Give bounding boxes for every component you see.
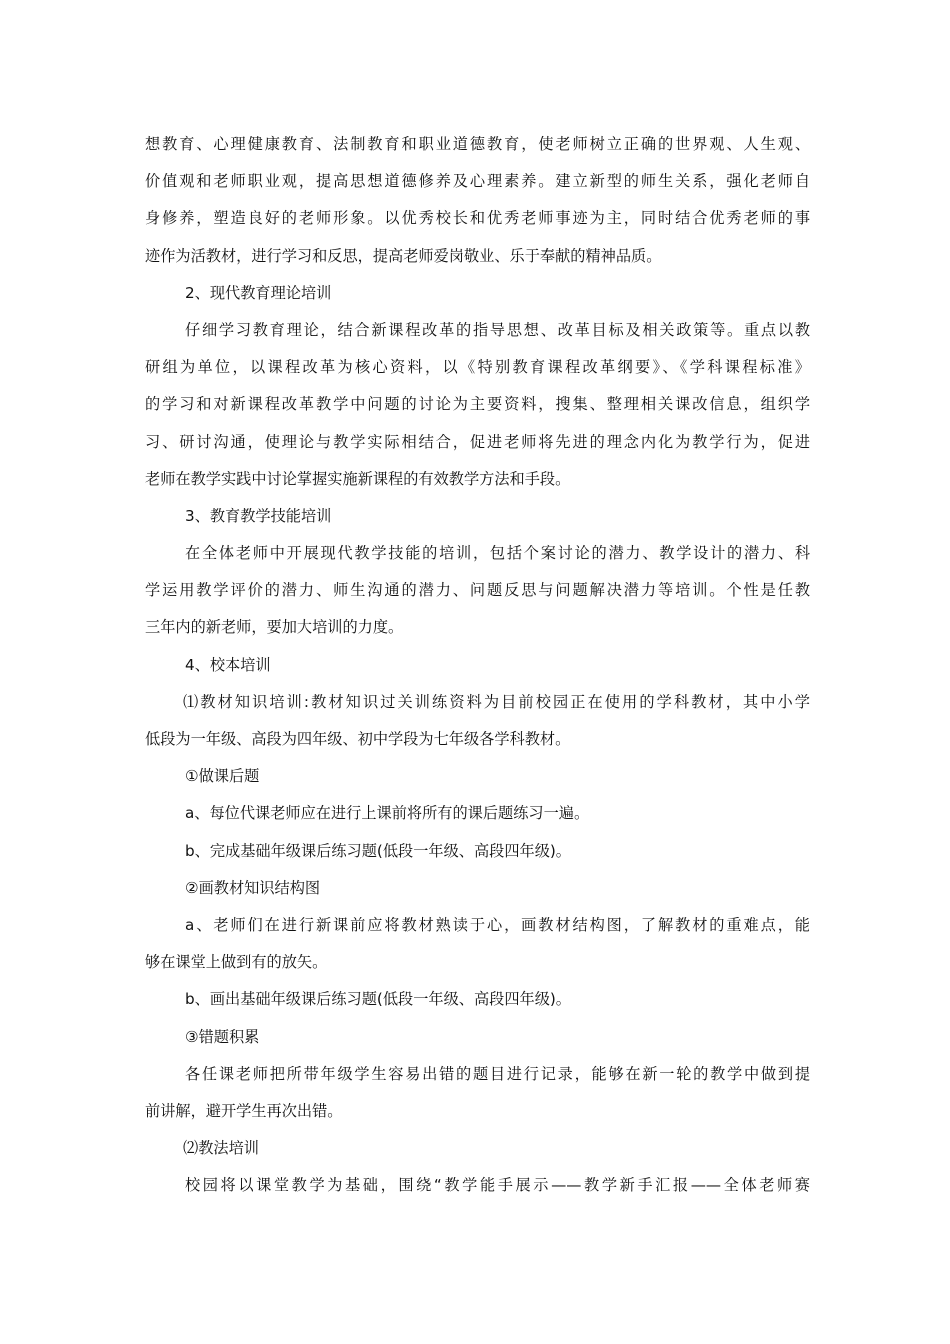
subsection-heading: ③错题积累 xyxy=(185,1027,260,1046)
text-line: 前讲解，避开学生再次出错。 xyxy=(145,1101,343,1120)
text-line: 校园将以课堂教学为基础，围绕“教学能手展示——教学新手汇报——全体老师赛 xyxy=(185,1176,810,1195)
section-heading: 3、教育教学技能培训 xyxy=(185,506,332,525)
document-body xyxy=(145,126,810,1204)
list-item: a、老师们在进行新课前应将教材熟读于心，画教材结构图，了解教材的重难点，能 xyxy=(185,915,810,934)
text-line: ⑴教材知识培训:教材知识过关训练资料为目前校园正在使用的学科教材，其中小学 xyxy=(183,692,810,711)
section-heading: 4、校本培训 xyxy=(185,655,271,674)
list-item: a、每位代课老师应在进行上课前将所有的课后题练习一遍。 xyxy=(185,804,590,823)
text-line: 老师在教学实践中讨论掌握实施新课程的有效教学方法和手段。 xyxy=(145,469,571,488)
subsection-heading: ②画教材知识结构图 xyxy=(185,878,321,897)
text-line: 习、研讨沟通，使理论与教学实际相结合，促进老师将先进的理念内化为教学行为，促进 xyxy=(145,432,810,451)
text-line: 在全体老师中开展现代教学技能的培训，包括个案讨论的潜力、教学设计的潜力、科 xyxy=(185,544,810,563)
subsection-heading: ①做课后题 xyxy=(185,767,260,786)
text-line: 想教育、心理健康教育、法制教育和职业道德教育，使老师树立正确的世界观、人生观、 xyxy=(145,135,810,153)
section-heading: ⑵教法培训 xyxy=(183,1139,259,1158)
text-line: 仔细学习教育理论，结合新课程改革的指导思想、改革目标及相关政策等。重点以教 xyxy=(185,320,810,339)
text-line: 低段为一年级、高段为四年级、初中学段为七年级各学科教材。 xyxy=(145,730,571,748)
text-line: 身修养，塑造良好的老师形象。以优秀校长和优秀老师事迹为主，同时结合优秀老师的事 xyxy=(145,209,810,228)
text-line: 价值观和老师职业观，提高思想道德修养及心理素养。建立新型的师生关系，强化老师自 xyxy=(145,172,810,191)
text-line: 各任课老师把所带年级学生容易出错的题目进行记录，能够在新一轮的教学中做到提 xyxy=(185,1064,810,1083)
list-item: b、完成基础年级课后练习题(低段一年级、高段四年级)。 xyxy=(185,841,571,860)
text-line: 学运用教学评价的潜力、师生沟通的潜力、问题反思与问题解决潜力等培训。个性是任教 xyxy=(145,581,810,600)
list-item: b、画出基础年级课后练习题(低段一年级、高段四年级)。 xyxy=(185,990,571,1009)
text-line: 的学习和对新课程改革教学中问题的讨论为主要资料，搜集、整理相关课改信息，组织学 xyxy=(145,395,810,414)
text-line: 迹作为活教材，进行学习和反思，提高老师爱岗敬业、乐于奉献的精神品质。 xyxy=(145,246,662,265)
text-line: 够在课堂上做到有的放矢。 xyxy=(145,953,328,972)
text-line: 三年内的新老师，要加大培训的力度。 xyxy=(145,618,404,637)
section-heading: 2、现代教育理论培训 xyxy=(185,283,332,302)
text-line: 研组为单位，以课程改革为核心资料，以《特别教育课程改革纲要》、《学科课程标准》 xyxy=(145,358,810,377)
